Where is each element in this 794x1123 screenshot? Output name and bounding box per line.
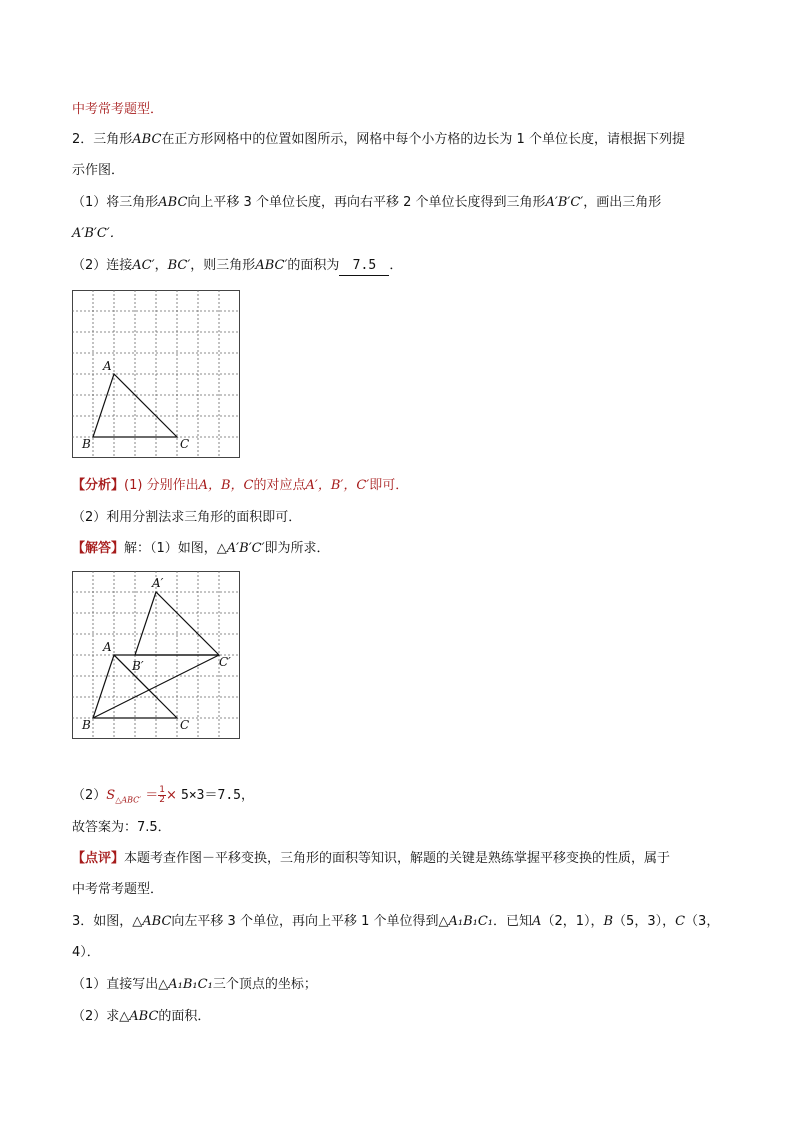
label-b-prime: B′ — [132, 659, 144, 673]
label-c: C — [180, 437, 190, 451]
analysis-line-1: 【分析】(1) 分别作出A，B，C的对应点A′，B′，C′即可． — [72, 478, 409, 493]
label-c-prime: C′ — [219, 655, 231, 669]
solution-line: 【解答】解：（1）如图，△A′B′C′即为所求． — [72, 541, 330, 556]
grid-figure-1 — [72, 290, 240, 458]
answer-blank: 7.5 — [339, 257, 389, 276]
continued-conclusion: 中考常考题型． — [72, 102, 164, 117]
question-2-line-1: 2．三角形ABC在正方形网格中的位置如图所示，网格中每个小方格的边长为 1 个单位长度，请根据下列提 — [72, 132, 685, 147]
label-b: B — [82, 718, 91, 732]
question-3-line-2: 4）． — [72, 945, 100, 960]
fraction-half: $\frac{1}{2}$ — [159, 785, 165, 805]
analysis-line-2: （2）利用分割法求三角形的面积即可． — [72, 510, 302, 525]
comment-line-2: 中考常考题型． — [72, 882, 164, 897]
label-b: B — [82, 437, 91, 451]
part-2-line: （2）连接AC′，BC′，则三角形ABC′的面积为 7.5 ． — [72, 257, 402, 276]
question-3-part-1: （1）直接写出△A₁B₁C₁三个顶点的坐标； — [72, 977, 317, 992]
label-c: C — [180, 718, 190, 732]
question-3-line-1: 3．如图，△ABC向左平移 3 个单位，再向上平移 1 个单位得到△A₁B₁C₁．已知A（2，1），B（5，3），C（3， — [72, 914, 720, 929]
calculation-line: $(2)S_{\triangle ABC'}$ ＝ $\frac{1}{2}$ × 5×3＝7.5， — [72, 785, 254, 805]
label-a-prime: A′ — [152, 576, 164, 590]
label-a: A — [103, 640, 112, 654]
label-a: A — [103, 359, 112, 373]
part-1-line-2: A′B′C′． — [72, 226, 123, 241]
question-3-part-2: （2）求△ABC的面积． — [72, 1009, 211, 1024]
comment-line-1: 【点评】本题考查作图－平移变换，三角形的面积等知识，解题的关键是熟练掌握平移变换的性质，属于 — [72, 851, 671, 866]
part-1-line-1: （1）将三角形ABC向上平移 3 个单位长度，再向右平移 2 个单位长度得到三角形A′B′C′，画出三角形 — [72, 195, 662, 210]
question-2-line-2: 示作图． — [72, 163, 125, 178]
answer-line: 故答案为：7.5． — [72, 820, 171, 835]
grid-figure-2 — [72, 571, 240, 739]
